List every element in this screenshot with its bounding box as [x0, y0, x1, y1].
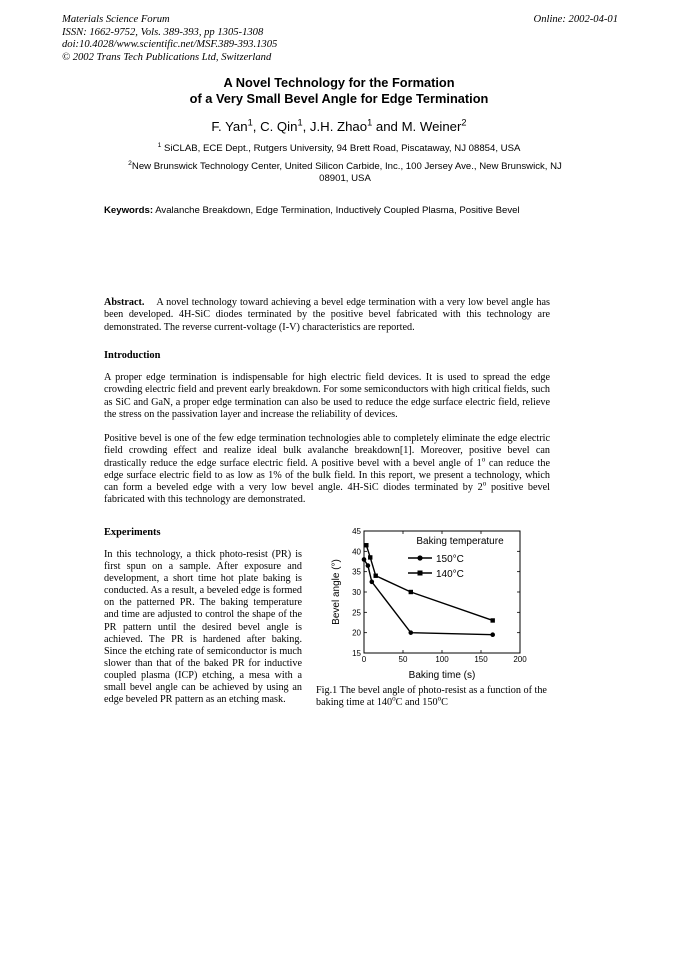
series-line	[366, 545, 492, 620]
data-point	[364, 543, 368, 547]
paragraph-text: positive bevel fabricated with this technology are demonstrated.	[104, 482, 550, 506]
paragraph-text: Positive bevel is one of the few edge termination technologies able to completely eliminate the edge electric field crowding effect and realize ideal bulk avalanche breakdown[1]. Moreover, positive bevel can drastically reduce the edge surface electric field. A positive bevel with a bevel angle of 1	[104, 433, 550, 469]
abstract	[104, 297, 550, 334]
journal-header	[62, 14, 277, 64]
author-name: F. Yan	[211, 119, 248, 134]
degree-mark: o	[482, 479, 487, 488]
figure-1-chart	[318, 523, 538, 683]
data-point	[370, 580, 375, 585]
legend-marker	[418, 571, 423, 576]
paper-title	[0, 75, 678, 106]
abstract-text: A novel technology toward achieving a bevel edge termination with a very low bevel angle has been developed. 4H-SiC diodes terminated by the positive bevel fabricated with this technology are demonstrated. The reverse current-voltage (I-V) characteristics are reported.	[104, 297, 550, 333]
x-tick-label: 0	[361, 655, 367, 664]
paragraph-text: can reduce the edge surface electric field to as low as 1% of the bulk field. In this report, we present a technology, which can form a beveled edge with a very low bevel angle. 4H-SiC diodes terminated by 2	[104, 457, 550, 494]
data-point	[491, 618, 495, 622]
author-separator: and	[372, 119, 402, 134]
y-tick-label: 15	[352, 649, 361, 658]
title-line-1: A Novel Technology for the Formation	[223, 75, 455, 90]
x-tick-label: 100	[435, 655, 449, 664]
bevel-angle-chart	[318, 523, 538, 683]
journal-copyright: © 2002 Trans Tech Publications Ltd, Switzerland	[62, 51, 272, 63]
journal-doi[interactable]: doi:10.4028/www.scientific.net/MSF.389-393.1305	[62, 39, 278, 50]
online-date: Online: 2002-04-01	[533, 14, 618, 25]
data-point	[368, 555, 372, 559]
degree-mark: o	[392, 694, 396, 703]
degree-mark: o	[437, 694, 442, 703]
x-tick-label: 50	[398, 655, 408, 664]
affiliation-1	[0, 143, 678, 154]
author-affiliation-mark: 2	[461, 117, 467, 128]
x-tick-label: 150	[474, 655, 488, 664]
journal-name: Materials Science Forum	[62, 14, 170, 25]
legend-label: 140°C	[436, 569, 464, 580]
author-name: C. Qin	[260, 119, 298, 134]
caption-text: C and 150	[395, 697, 438, 709]
affiliation-mark: 2	[128, 159, 132, 167]
data-point	[409, 590, 413, 594]
x-tick-label: 200	[513, 655, 527, 664]
affiliation-text: SiCLAB, ECE Dept., Rutgers University, 94 Brett Road, Piscataway, NJ 08854, USA	[164, 143, 521, 154]
y-tick-label: 30	[352, 588, 361, 597]
author-affiliation-mark: 1	[367, 117, 373, 128]
author-separator: ,	[302, 119, 310, 134]
degree-mark: o	[481, 455, 486, 464]
caption-text: Fig.1 The bevel angle of photo-resist as a function of the baking time at 140	[316, 685, 547, 709]
author-affiliation-mark: 1	[247, 117, 253, 128]
author-affiliation-mark: 1	[297, 117, 303, 128]
experiments-paragraph: In this technology, a thick photo-resist (PR) is first spun on a sample. After exposure and development, a short time hot plate baking is conducted. As a result, a beveled edge is formed on the patterned PR. The baking temperature and time are adjusted to control the shape of the PR pattern until the desired bevel angle is achieved. The PR is hardened after baking. Since the etching rate of semiconductor is much slower than that of the baked PR for inductive coupled plasma (ICP) etching, a mesa with a small bevel angle can be achieved by using an edge beveled PR pattern as an etching mask.	[104, 549, 302, 706]
legend-marker	[417, 555, 422, 560]
figure-1-caption	[316, 685, 548, 710]
y-tick-label: 35	[352, 567, 361, 577]
journal-issn: ISSN: 1662-9752, Vols. 389-393, pp 1305-1308	[62, 26, 264, 38]
abstract-label: Abstract.	[104, 297, 145, 308]
legend-title: Baking temperature	[416, 536, 504, 547]
author-name: M. Weiner	[401, 119, 462, 134]
data-point	[409, 630, 414, 635]
y-tick-label: 45	[352, 527, 361, 536]
author-name: J.H. Zhao	[309, 119, 368, 134]
y-tick-label: 40	[352, 547, 361, 557]
caption-text: C	[441, 697, 448, 709]
series-line	[364, 559, 493, 634]
legend-label: 150°C	[436, 554, 464, 565]
author-separator: ,	[252, 119, 261, 134]
data-point	[362, 557, 367, 562]
data-point	[366, 563, 371, 568]
introduction-paragraph-2	[104, 433, 550, 507]
keywords-label: Keywords:	[104, 205, 154, 216]
y-tick-label: 20	[352, 628, 361, 638]
keywords-text: Avalanche Breakdown, Edge Termination, Inductively Coupled Plasma, Positive Bevel	[155, 205, 520, 216]
affiliation-2	[125, 161, 565, 185]
introduction-heading: Introduction	[104, 350, 161, 361]
introduction-paragraph-1: A proper edge termination is indispensable for high electric field devices. It is used to spread the edge crowding electric field and prevent early breakdown. For some semiconductors with high critical fields, such as SiC and GaN, a proper edge termination can also be used to reduce the edge surface electric field, relieve the stress on the passivation layer and increase the reliability of devices.	[104, 372, 550, 420]
data-point	[374, 574, 378, 578]
plot-frame	[364, 531, 520, 653]
affiliation-text: New Brunswick Technology Center, United Silicon Carbide, Inc., 100 Jersey Ave., New Brunswick, NJ 08901, USA	[131, 161, 562, 184]
y-axis-label: Bevel angle (°)	[331, 559, 342, 625]
x-axis-label: Baking time (s)	[408, 670, 476, 681]
keywords	[104, 205, 520, 216]
affiliation-mark: 1	[157, 141, 162, 149]
y-tick-label: 25	[352, 608, 361, 618]
data-point	[490, 632, 495, 637]
title-line-2: of a Very Small Bevel Angle for Edge Termination	[189, 90, 489, 106]
author-list	[0, 119, 678, 134]
experiments-heading: Experiments	[104, 527, 161, 538]
